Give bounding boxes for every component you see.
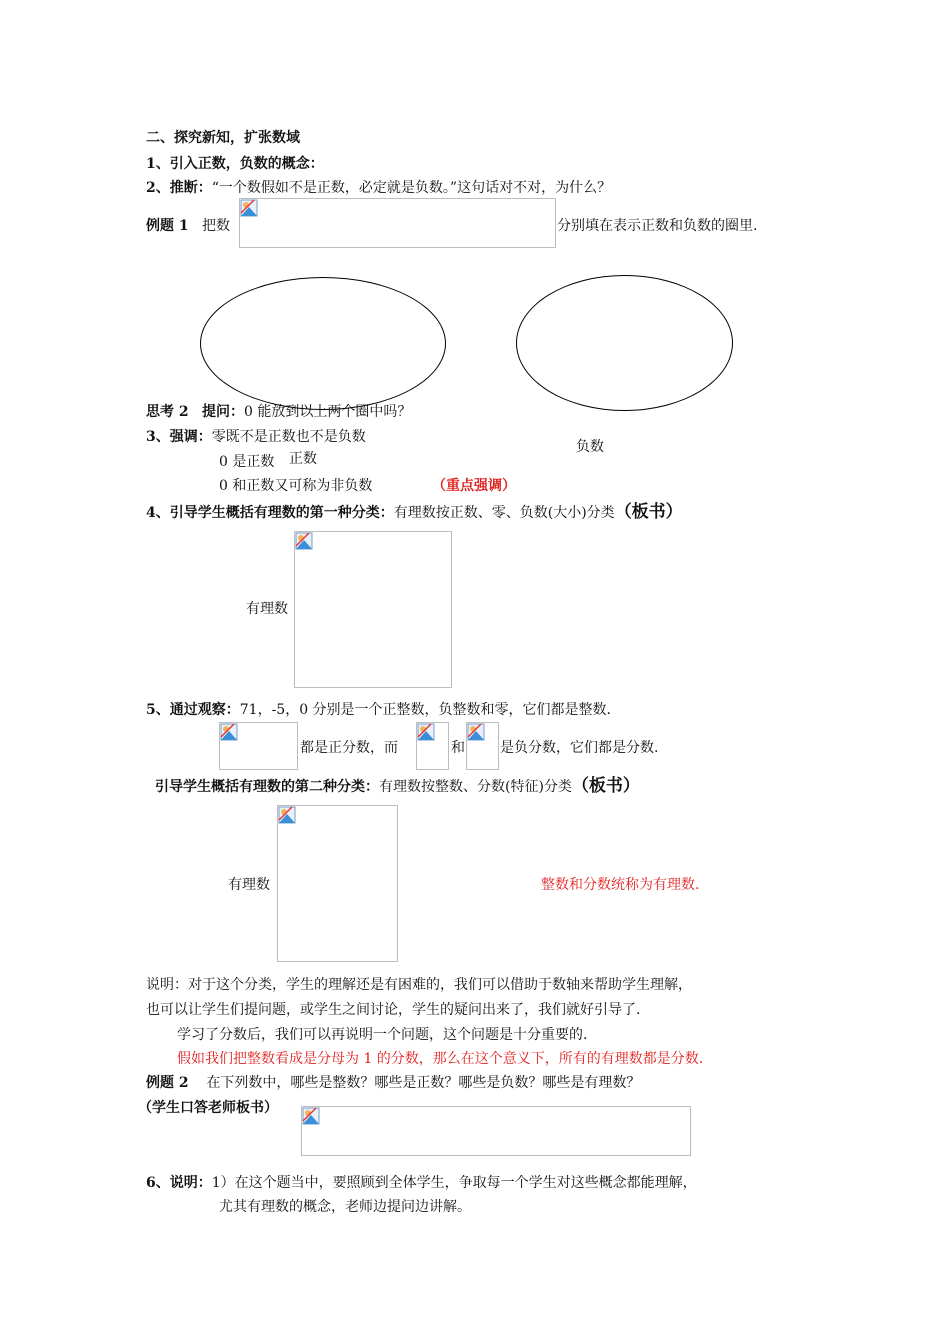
item-3-label: 3、强调： [146, 429, 212, 445]
item-4-line [146, 503, 683, 522]
second-classification-line [155, 777, 640, 796]
rational-label-1: 有理数 [246, 601, 288, 617]
item-2-text: “一个数假如不是正数，必定就是负数。”这句话对不对，为什么？ [211, 180, 612, 196]
think-2-line [146, 403, 411, 421]
positive-fractions-image [219, 722, 298, 770]
negative-number-circle [516, 275, 733, 411]
circle-label-positive: 正数 [289, 451, 317, 467]
numbers-image [239, 198, 556, 248]
board-note-2: （板书） [571, 776, 640, 796]
section-title: 二、探究新知，扩张数域 [146, 130, 300, 146]
item-3-text-3: 0 和正数又可称为非负数 [219, 478, 373, 494]
classification-1-image [294, 531, 452, 688]
explain-line-1: 说明：对于这个分类，学生的理解还是有困难的，我们可以借助于数轴来帮助学生理解， [146, 977, 692, 993]
example-2-numbers-image [301, 1106, 691, 1156]
board-note-1: （板书） [614, 502, 683, 522]
broken-image-icon [240, 199, 258, 217]
item-3-line [146, 428, 366, 446]
broken-image-icon [302, 1107, 320, 1125]
think-2-question: 0 能放到以上两个圈中吗？ [243, 404, 412, 420]
example-1-line [146, 217, 230, 235]
item-2 [146, 179, 611, 197]
item-4-text: 有理数按正数、零、负数(大小)分类 [393, 505, 615, 521]
broken-image-icon [295, 532, 313, 550]
item-6-line [146, 1174, 697, 1192]
item-5b-text-c: 是负分数，它们都是分数. [500, 740, 659, 756]
example-1-label: 例题 1 [146, 218, 189, 234]
item-6-text-1: 1）在这个题当中，要照顾到全体学生，争取每一个学生对这些概念都能理解， [211, 1175, 697, 1191]
student-answer-note: （学生口答老师板书） [138, 1100, 278, 1116]
explain-line-3: 学习了分数后，我们可以再说明一个问题，这个问题是十分重要的. [177, 1027, 588, 1043]
negative-fraction-image-1 [416, 722, 449, 770]
red-note: 整数和分数统称为有理数. [541, 877, 700, 893]
second-classification-text: 有理数按整数、分数(特征)分类 [379, 779, 572, 795]
item-5-line [146, 701, 611, 719]
item-6-label: 6、说明： [146, 1175, 212, 1191]
rational-label-2: 有理数 [228, 877, 270, 893]
item-1: 1、引入正数，负数的概念： [146, 156, 324, 172]
red-statement: 假如我们把整数看成是分母为 1 的分数，那么在这个意义下，所有的有理数都是分数. [177, 1051, 704, 1067]
positive-number-circle [200, 277, 446, 410]
item-6-text-2: 尤其有理数的概念，老师边提问边讲解。 [219, 1199, 471, 1215]
item-5b-text-b: 和 [451, 740, 465, 756]
example-1-pre: 把数 [201, 218, 230, 234]
example-2-line [146, 1074, 640, 1092]
think-2-label: 思考 2 [146, 404, 189, 420]
example-2-text: 在下列数中，哪些是整数？哪些是正数？哪些是负数？哪些是有理数？ [206, 1075, 641, 1091]
broken-image-icon [278, 806, 296, 824]
circle-label-negative: 负数 [576, 439, 604, 455]
item-5-text: 71，-5，0 分别是一个正整数，负整数和零，它们都是整数. [239, 702, 612, 718]
broken-image-icon [467, 723, 485, 741]
item-3-text-1: 零既不是正数也不是负数 [211, 429, 366, 445]
example-2-label: 例题 2 [146, 1075, 189, 1091]
item-3-text-2: 0 是正数 [219, 454, 275, 470]
negative-fraction-image-2 [466, 722, 499, 770]
item-4-label: 4、引导学生概括有理数的第一种分类： [146, 505, 394, 521]
broken-image-icon [220, 723, 238, 741]
explain-line-2: 也可以让学生们提问题，或学生之间讨论，学生的疑问出来了，我们就好引导了. [146, 1002, 641, 1018]
item-5-label: 5、通过观察： [146, 702, 240, 718]
example-1-post: 分别填在表示正数和负数的圈里. [557, 218, 758, 234]
second-classification-label: 引导学生概括有理数的第二种分类： [155, 779, 379, 795]
item-2-label: 2、推断： [146, 180, 212, 196]
emphasis-note: （重点强调） [432, 478, 516, 494]
item-5b-text-a: 都是正分数，而 [300, 740, 398, 756]
classification-2-image [277, 805, 398, 962]
think-2-q-label: 提问： [201, 404, 244, 420]
broken-image-icon [417, 723, 435, 741]
